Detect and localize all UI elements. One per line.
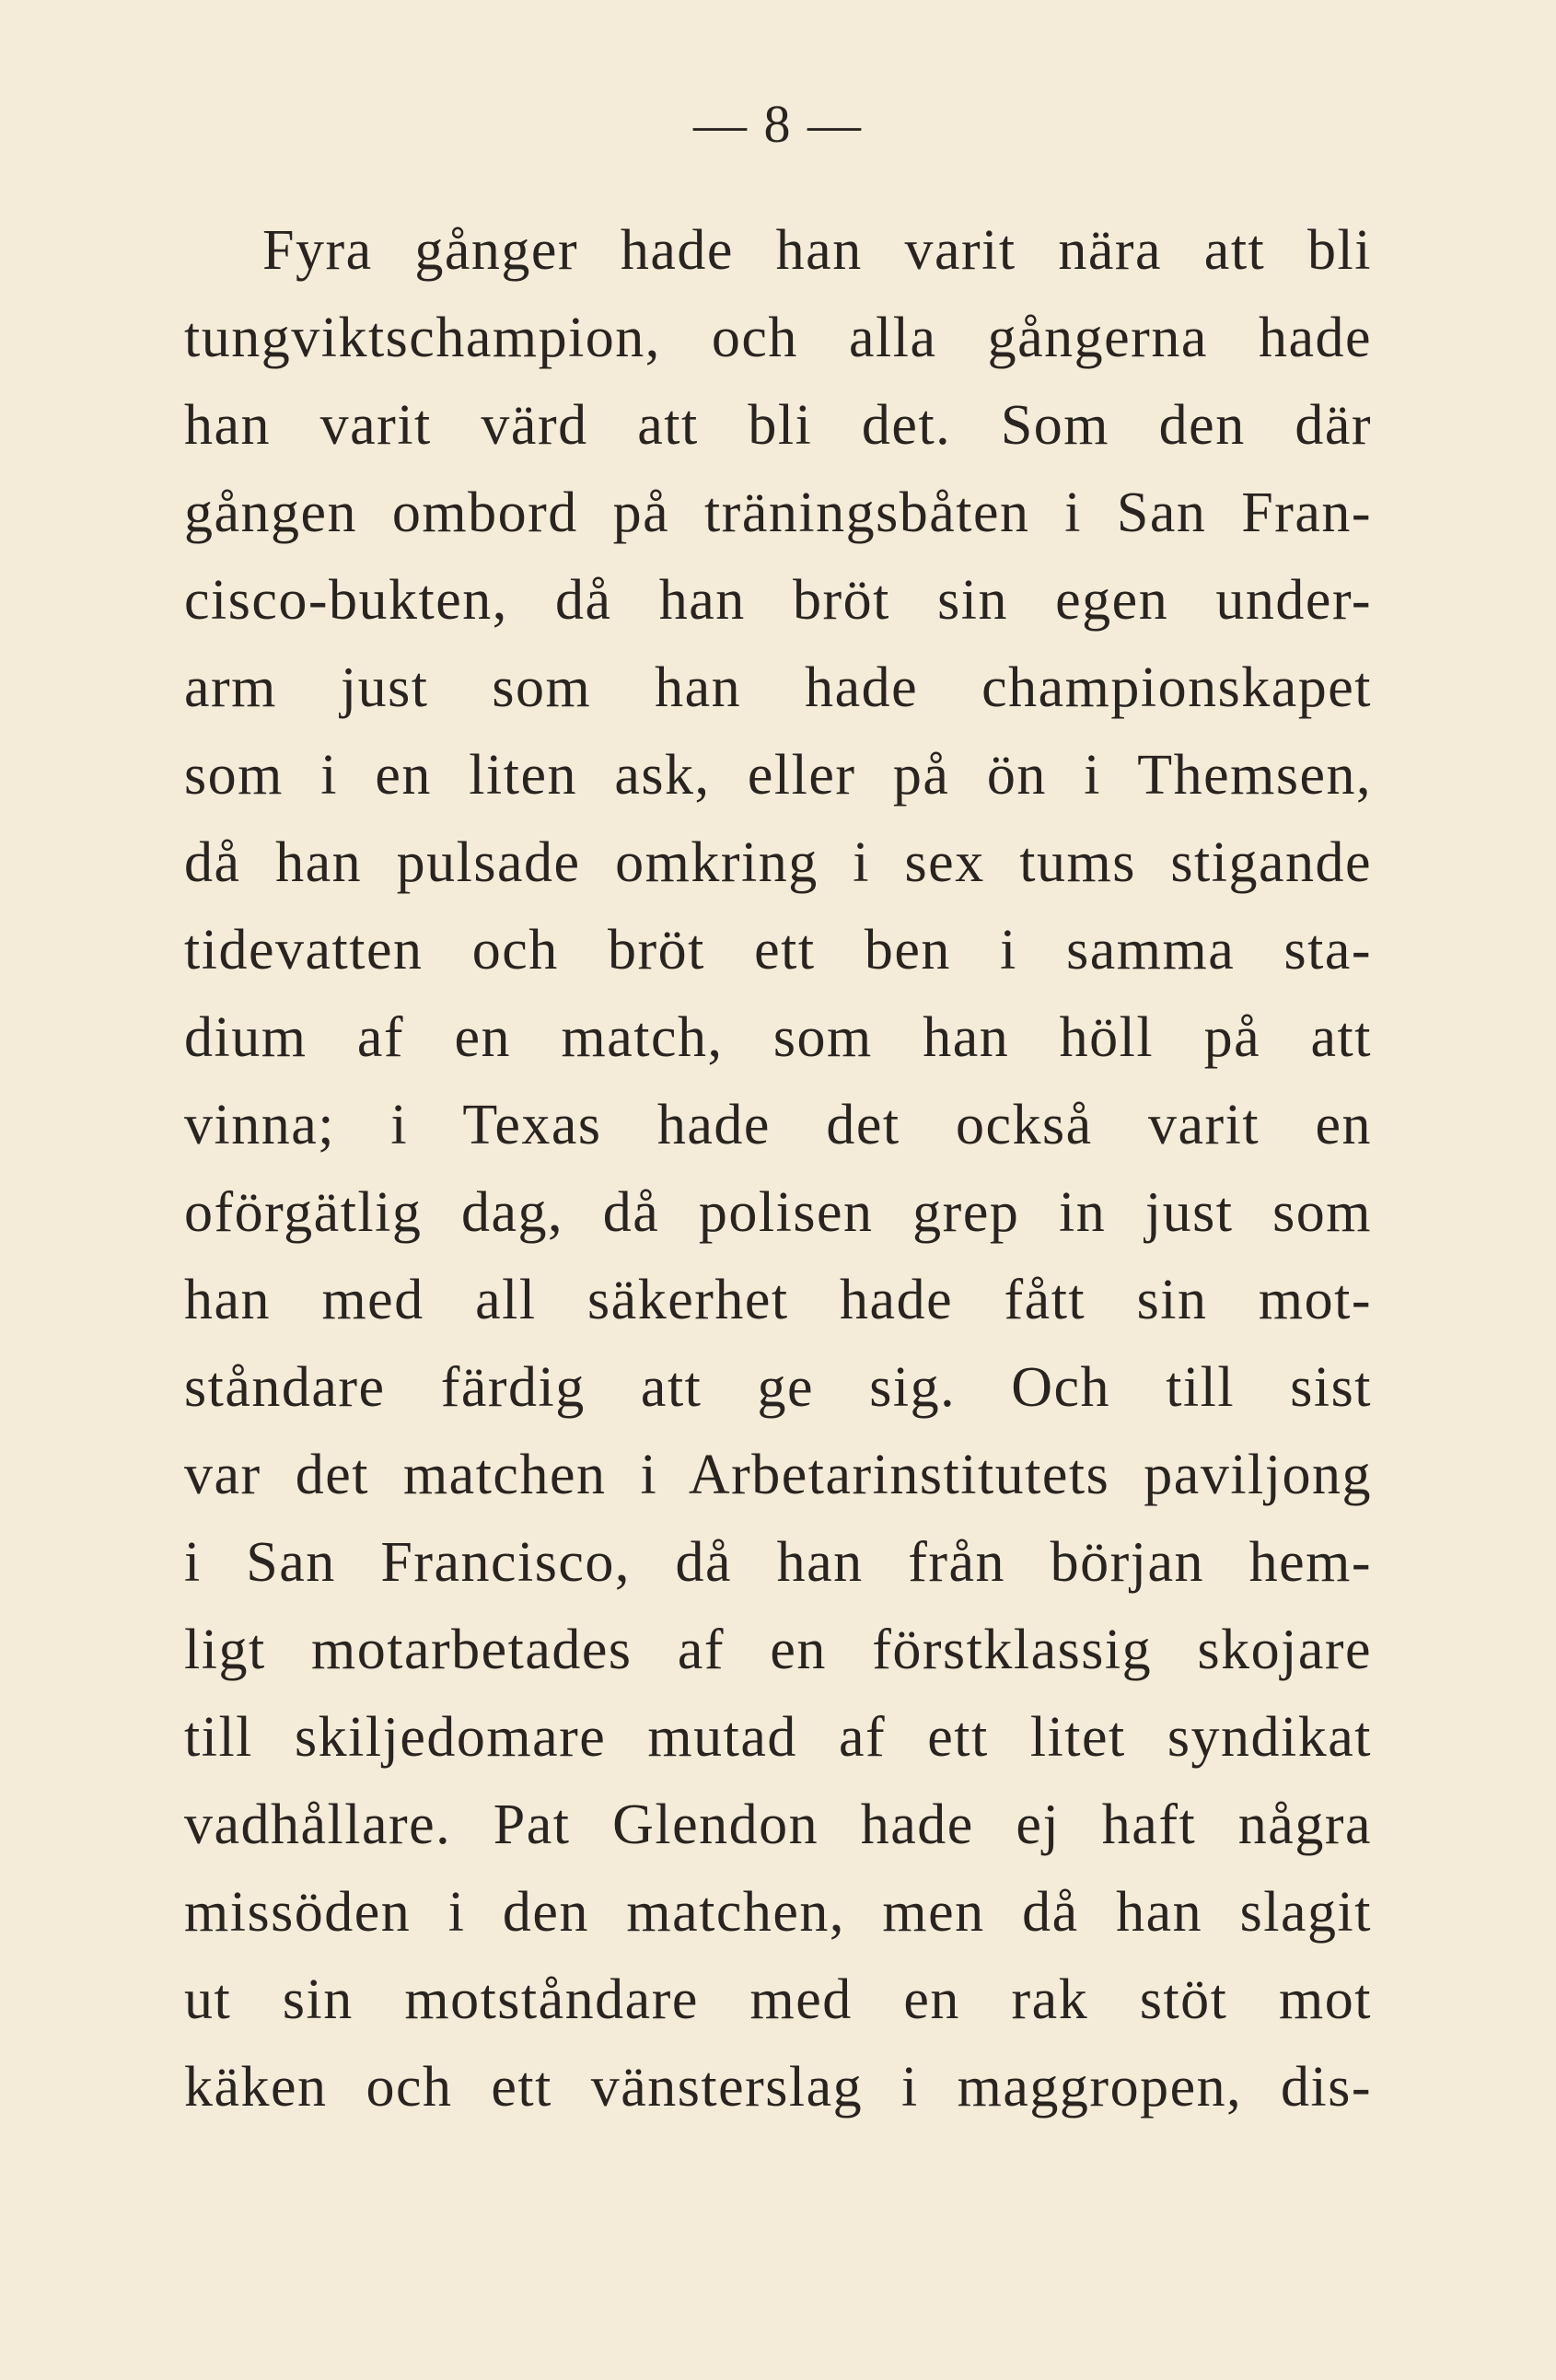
text-line: ligt motarbetades af en förstklassig skojare	[184, 1619, 1372, 1681]
body-text	[184, 207, 1372, 2131]
text-line: ståndare färdig att ge sig. Och till sist	[184, 1356, 1372, 1419]
text-line: dium af en match, som han höll på att	[184, 1006, 1372, 1069]
text-line: vadhållare. Pat Glendon hade ej haft några	[184, 1794, 1372, 1856]
page-number: — 8 —	[693, 94, 863, 154]
text-line: var det matchen i Arbetarinstitutets paviljong	[184, 1444, 1372, 1506]
text-line: i San Francisco, då han från början hem-	[184, 1531, 1372, 1594]
text-line: gången ombord på träningsbåten i San Fran-	[184, 482, 1372, 544]
text-line: han varit värd att bli det. Som den där	[184, 394, 1372, 457]
text-line: ut sin motståndare med en rak stöt mot	[184, 1968, 1372, 2031]
text-line: käken och ett vänsterslag i maggropen, dis-	[184, 2056, 1372, 2119]
text-line: cisco-bukten, då han bröt sin egen under-	[184, 569, 1372, 632]
text-line: oförgätlig dag, då polisen grep in just som	[184, 1181, 1372, 1244]
text-line: då han pulsade omkring i sex tums stigande	[184, 831, 1372, 894]
text-line: missöden i den matchen, men då han slagit	[184, 1881, 1372, 1944]
text-line: tidevatten och bröt ett ben i samma sta-	[184, 919, 1372, 981]
text-line: tungviktschampion, och alla gångerna hade	[184, 307, 1372, 369]
text-line: vinna; i Texas hade det också varit en	[184, 1094, 1372, 1156]
text-line: till skiljedomare mutad af ett litet syndikat	[184, 1706, 1372, 1769]
text-line: han med all säkerhet hade fått sin mot-	[184, 1269, 1372, 1331]
text-line: arm just som han hade championskapet	[184, 656, 1372, 719]
text-line: Fyra gånger hade han varit nära att bli	[262, 219, 1372, 282]
text-line: som i en liten ask, eller på ön i Themsen,	[184, 744, 1372, 807]
